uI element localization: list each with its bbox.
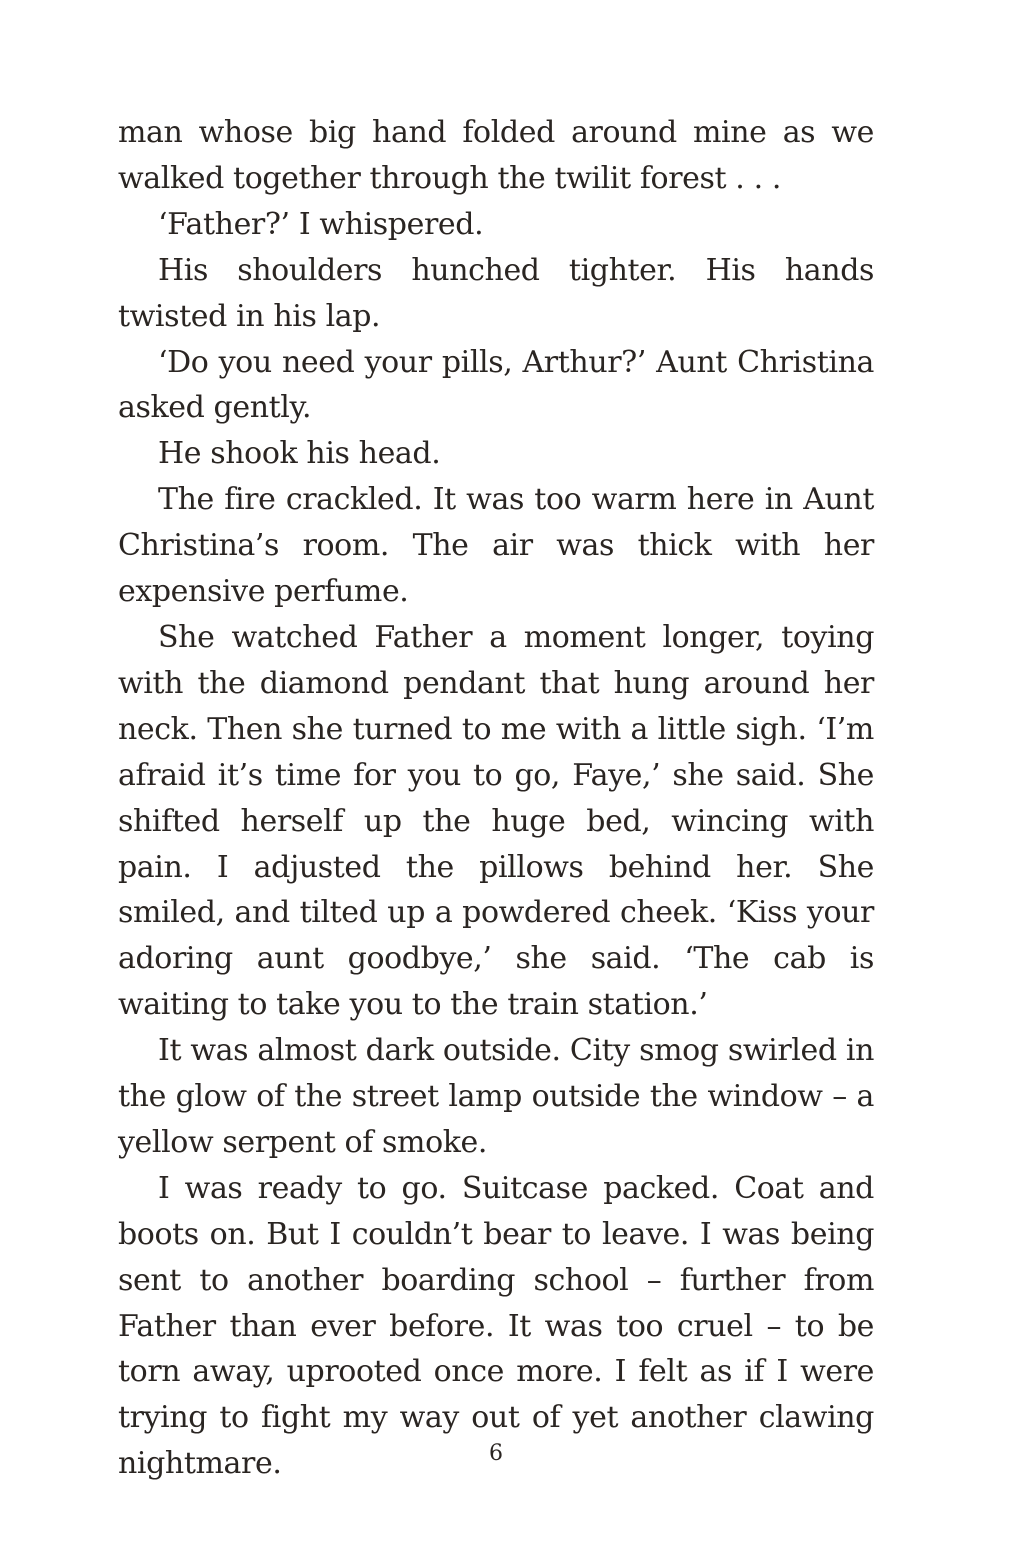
paragraph: ‘Father?’ I whispered. <box>158 206 484 242</box>
paragraph: I was ready to go. Suitcase packed. Coat and boots on. But I couldn’t bear to leave. I was being sent to another boarding school – further from Father than ever before. It was too cruel – to be torn away, uprooted once more. I felt as if I were trying to fight my way out of yet another clawing nightmare. <box>118 1170 874 1482</box>
paragraph: It was almost dark outside. City smog swirled in the glow of the street lamp outside the window – a yellow serpent of smoke. <box>118 1033 874 1160</box>
page-number: 6 <box>489 1441 503 1466</box>
paragraph: She watched Father a moment longer, toying with the diamond pendant that hung around her neck. Then she turned to me with a little sigh. ‘I’m afraid it’s time for you to go, Faye,’ she said. She shifted herself up the huge bed, wincing with pain. I adjusted the pillows behind her. She smiled, and tilted up a powdered cheek. ‘Kiss your adoring aunt goodbye,’ she said. ‘The cab is waiting to take you to the train station.’ <box>118 619 874 1023</box>
paragraph-continued: man whose big hand folded around mine as we walked together through the twilit forest . . . <box>118 115 874 196</box>
paragraph: He shook his head. <box>158 436 441 472</box>
paragraph: His shoulders hunched tighter. His hands twisted in his lap. <box>118 252 874 334</box>
paragraph: The fire crackled. It was too warm here in Aunt Christina’s room. The air was thick with her expensive perfume. <box>118 482 874 610</box>
paragraph: ‘Do you need your pills, Arthur?’ Aunt Christina asked gently. <box>118 344 874 426</box>
body-text <box>118 110 874 1487</box>
